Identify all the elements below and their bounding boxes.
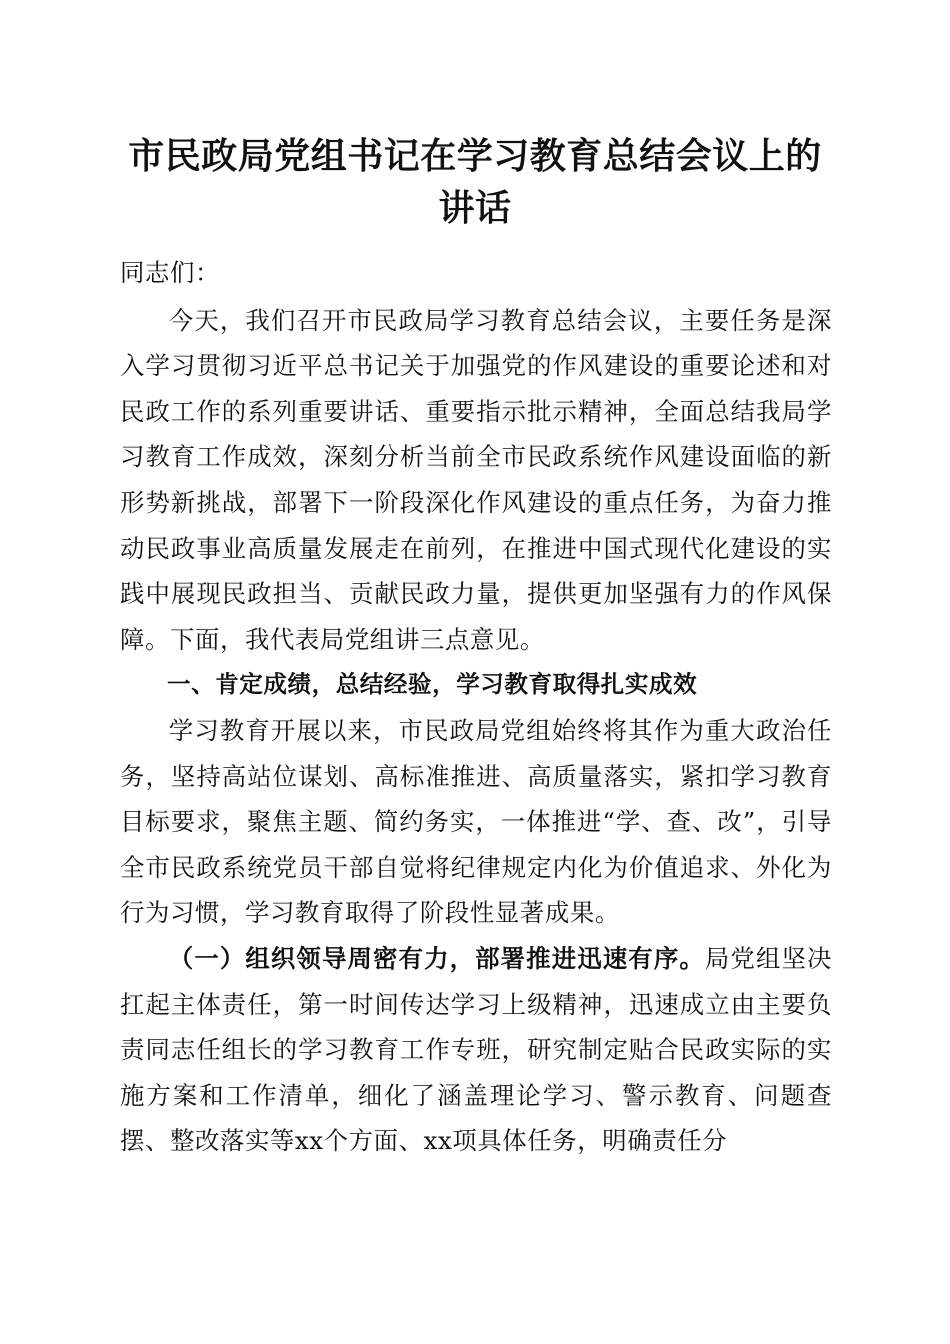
subsection-heading-1: （一）组织领导周密有力，部署推进迅速有序。 [168, 943, 705, 973]
document-body [120, 250, 832, 1164]
salutation: 同志们： [120, 258, 220, 287]
section-1-paragraph: 学习教育开展以来，市民政局党组始终将其作为重大政治任务，坚持高站位谋划、高标准推进、高质量落实，紧扣学习教育目标要求，聚焦主题、简约务实，一体推进“学、查、改”，引导全市民政系统党员干部自觉将纪律规定内化为价值追求、外化为行为习惯，学习教育取得了阶段性显著成果。 [120, 715, 832, 928]
subsection-1-paragraph [120, 936, 832, 1164]
section-heading-1: 一、肯定成绩，总结经验，学习教育取得扎实成效 [167, 670, 698, 699]
subsection-1-body: 局党组坚决扛起主体责任，第一时间传达学习上级精神，迅速成立由主要负责同志任组长的学习教育工作专班，研究制定贴合民政实际的实施方案和工作清单，细化了涵盖理论学习、警示教育、问题查摆、整改落实等xx个方面、xx项具体任务，明确责任分 [120, 943, 832, 1156]
intro-paragraph: 今天，我们召开市民政局学习教育总结会议，主要任务是深入学习贯彻习近平总书记关于加强党的作风建设的重要论述和对民政工作的系列重要讲话、重要指示批示精神，全面总结我局学习教育工作成效，深刻分析当前全市民政系统作风建设面临的新形势新挑战，部署下一阶段深化作风建设的重点任务，为奋力推动民政事业高质量发展走在前列，在推进中国式现代化建设的实践中展现民政担当、贡献民政力量，提供更加坚强有力的作风保障。下面，我代表局党组讲三点意见。 [120, 305, 832, 654]
document-title: 市民政局党组书记在学习教育总结会议上的讲话 [128, 135, 822, 229]
